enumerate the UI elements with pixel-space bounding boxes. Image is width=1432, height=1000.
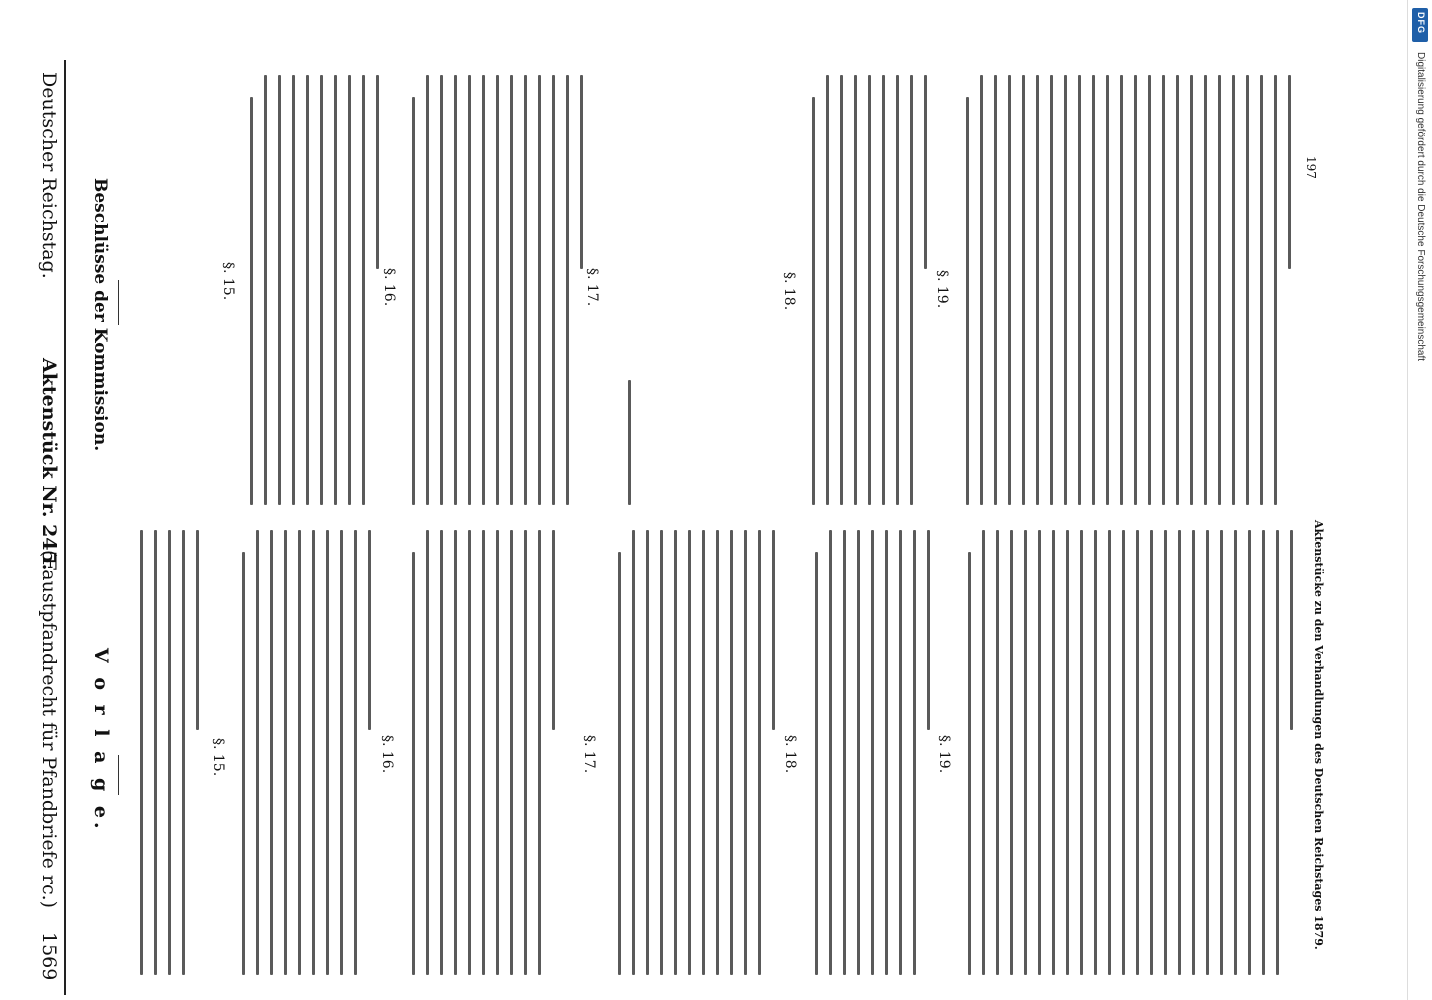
text-line xyxy=(1106,75,1109,505)
text-line xyxy=(716,530,719,975)
text-line xyxy=(1008,75,1011,505)
text-line xyxy=(1122,530,1125,975)
text-line xyxy=(994,75,997,505)
text-line xyxy=(1220,530,1223,975)
text-line xyxy=(426,75,429,505)
text-line xyxy=(618,552,621,975)
text-line xyxy=(1078,75,1081,505)
text-line xyxy=(1134,75,1137,505)
text-line xyxy=(154,530,157,975)
text-line xyxy=(885,530,888,975)
text-line xyxy=(744,530,747,975)
text-line xyxy=(440,530,443,975)
text-line xyxy=(829,530,832,975)
text-line xyxy=(1204,75,1207,505)
text-line xyxy=(168,530,171,975)
text-line xyxy=(1262,530,1265,975)
header-document-number: Aktenstück Nr. 245. xyxy=(38,358,60,571)
text-line xyxy=(348,75,351,505)
text-line xyxy=(1094,530,1097,975)
left-section-15: §. 15. xyxy=(210,738,226,777)
text-line xyxy=(982,530,985,975)
text-line xyxy=(1052,530,1055,975)
text-line xyxy=(524,75,527,505)
text-line xyxy=(482,75,485,505)
text-line xyxy=(510,75,513,505)
text-line xyxy=(896,75,899,505)
text-line xyxy=(1260,75,1263,505)
text-line xyxy=(320,75,323,505)
text-line xyxy=(1036,75,1039,505)
text-line xyxy=(1162,75,1165,505)
text-line xyxy=(1190,75,1193,505)
text-line xyxy=(1022,75,1025,505)
text-line xyxy=(278,75,281,505)
text-line xyxy=(298,530,301,975)
text-line xyxy=(1024,530,1027,975)
text-line xyxy=(354,530,357,975)
text-line xyxy=(284,530,287,975)
text-line xyxy=(1232,75,1235,505)
text-line xyxy=(927,530,930,730)
dfg-badge-text: DFG xyxy=(1416,12,1426,34)
text-line xyxy=(292,75,295,505)
right-heading-rule xyxy=(118,280,119,325)
text-line xyxy=(1234,530,1237,975)
text-line xyxy=(996,530,999,975)
text-line xyxy=(376,75,379,269)
text-line xyxy=(1120,75,1123,505)
text-line xyxy=(140,530,143,975)
text-line xyxy=(702,530,705,975)
text-line xyxy=(538,530,541,975)
header-title: Deutscher Reichstag. xyxy=(38,72,60,279)
text-line xyxy=(1136,530,1139,975)
text-line xyxy=(1290,530,1293,730)
digitization-note: Digitalisierung gefördert durch die Deutsche Forschungsgemeinschaft xyxy=(1415,52,1426,362)
left-heading-rule xyxy=(118,755,119,795)
text-line xyxy=(1246,75,1249,505)
text-line xyxy=(730,530,733,975)
text-line xyxy=(688,530,691,975)
text-line xyxy=(882,75,885,505)
text-line xyxy=(1192,530,1195,975)
text-line xyxy=(242,552,245,975)
page-number: 1569 xyxy=(38,932,60,981)
text-line xyxy=(840,75,843,505)
text-line xyxy=(1064,75,1067,505)
left-section-18: §. 18. xyxy=(782,735,798,774)
footer-source: Aktenstücke zu den Verhandlungen des Deutschen Reichstages 1879. xyxy=(1312,520,1325,950)
text-line xyxy=(1080,530,1083,975)
text-line xyxy=(196,530,199,730)
text-line xyxy=(468,75,471,505)
header-rule xyxy=(64,60,66,995)
text-line xyxy=(538,75,541,505)
text-line xyxy=(552,75,555,505)
text-line xyxy=(632,530,635,975)
left-section-16: §. 16. xyxy=(379,735,395,774)
text-line xyxy=(454,530,457,975)
text-line xyxy=(412,97,415,505)
text-line xyxy=(1248,530,1251,975)
text-line xyxy=(924,75,927,269)
text-line xyxy=(913,530,916,975)
text-line xyxy=(1206,530,1209,975)
text-line xyxy=(910,75,913,505)
text-line xyxy=(182,530,185,975)
footer-sheet-number: 197 xyxy=(1304,156,1318,179)
text-line xyxy=(674,530,677,975)
text-line xyxy=(646,530,649,975)
text-line xyxy=(758,530,761,975)
text-line xyxy=(1050,75,1053,505)
text-line xyxy=(772,530,775,730)
text-line xyxy=(340,530,343,975)
left-column-heading: V o r l a g e. xyxy=(90,648,112,833)
right-column-heading: Beschlüsse der Kommission. xyxy=(90,178,110,452)
text-line xyxy=(1108,530,1111,975)
text-line xyxy=(857,530,860,975)
text-line xyxy=(270,530,273,975)
text-line xyxy=(1164,530,1167,975)
text-line xyxy=(1176,75,1179,505)
text-line xyxy=(496,530,499,975)
right-section-18: §. 18. xyxy=(781,272,797,311)
left-section-17: §. 17. xyxy=(581,735,597,774)
text-line xyxy=(510,530,513,975)
text-line xyxy=(1150,530,1153,975)
right-section-17: §. 17. xyxy=(584,268,600,307)
text-line xyxy=(899,530,902,975)
text-line xyxy=(1148,75,1151,505)
text-line xyxy=(812,97,815,505)
text-line xyxy=(250,97,253,505)
text-line xyxy=(326,530,329,975)
text-line xyxy=(660,530,663,975)
text-line xyxy=(580,75,583,269)
text-line xyxy=(482,530,485,975)
text-line xyxy=(368,530,371,730)
text-line xyxy=(966,97,969,505)
text-line xyxy=(312,530,315,975)
text-line xyxy=(1178,530,1181,975)
text-line xyxy=(454,75,457,505)
text-line xyxy=(412,552,415,975)
text-line xyxy=(854,75,857,505)
text-line xyxy=(826,75,829,505)
text-line xyxy=(868,75,871,505)
text-line xyxy=(256,530,259,975)
text-line xyxy=(871,530,874,975)
text-line xyxy=(1066,530,1069,975)
text-line xyxy=(426,530,429,975)
text-line xyxy=(843,530,846,975)
text-line xyxy=(552,530,555,730)
text-line xyxy=(1038,530,1041,975)
left-section-19: §. 19. xyxy=(936,735,952,774)
text-line xyxy=(1274,75,1277,505)
text-line xyxy=(815,552,818,975)
text-line xyxy=(334,75,337,505)
text-line xyxy=(440,75,443,505)
text-line xyxy=(1218,75,1221,505)
text-line xyxy=(628,380,631,505)
text-line xyxy=(1288,75,1291,269)
text-line xyxy=(1010,530,1013,975)
text-line xyxy=(566,75,569,505)
text-line xyxy=(362,75,365,505)
right-section-15: §. 15. xyxy=(220,262,236,301)
text-line xyxy=(1276,530,1279,975)
text-line xyxy=(1092,75,1095,505)
text-line xyxy=(468,530,471,975)
right-section-19: §. 19. xyxy=(934,270,950,309)
header-subject: (Faustpfandrecht für Pfandbriefe rc.) xyxy=(38,550,60,909)
text-line xyxy=(306,75,309,505)
text-line xyxy=(968,552,971,975)
text-line xyxy=(264,75,267,505)
text-line xyxy=(524,530,527,975)
right-section-16: §. 16. xyxy=(381,268,397,307)
text-line xyxy=(496,75,499,505)
text-line xyxy=(980,75,983,505)
